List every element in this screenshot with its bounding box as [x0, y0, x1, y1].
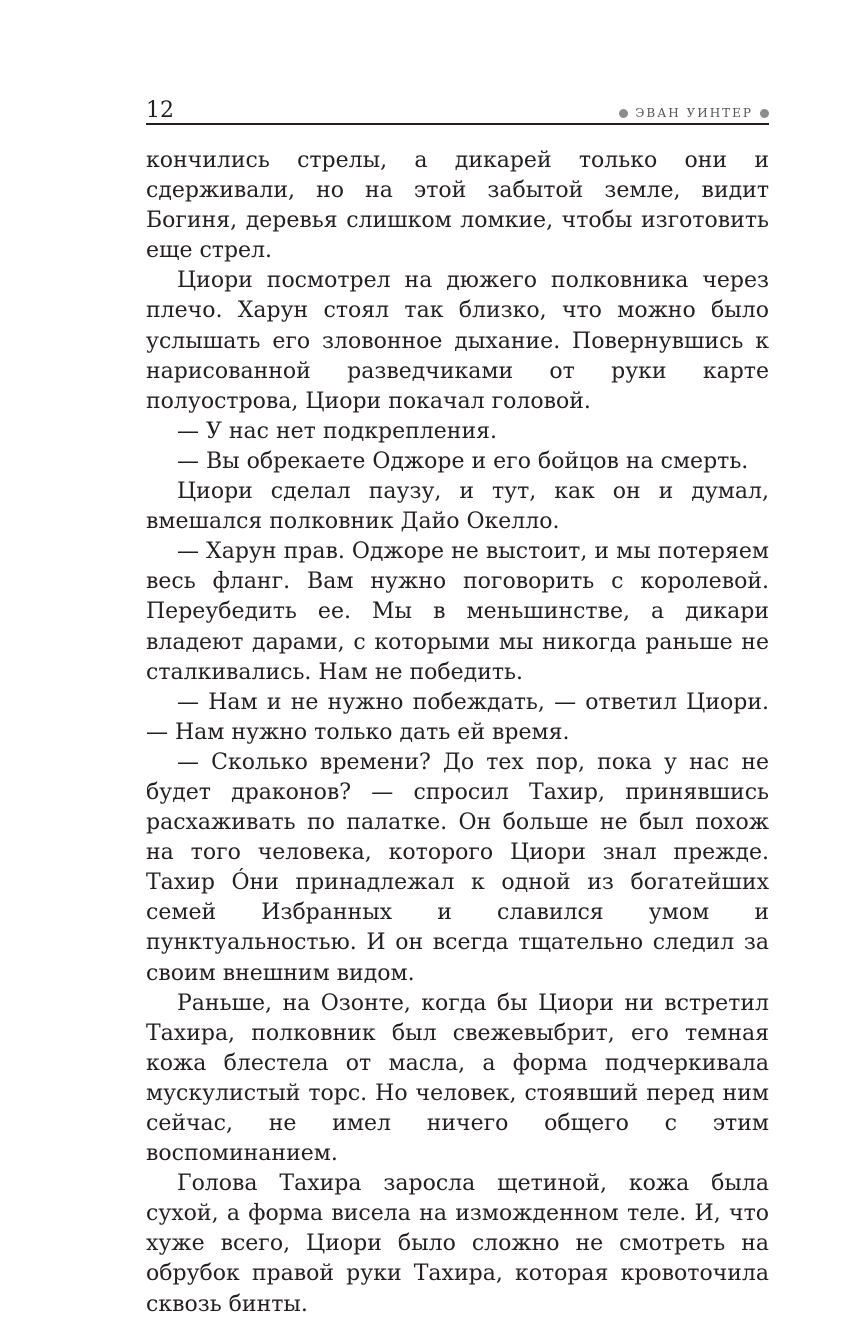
- paragraph: Циори посмотрел на дюжего полковника через плечо. Харун стоял так близко, что можно было услышать его зловонное дыхание. Повернувшись к нарисованной разведчиками от руки карте полуострова, Циори покачал головой.: [146, 268, 769, 414]
- paragraph: — Нам и не нужно побеждать, — ответил Циори. — Нам нужно только дать ей время.: [146, 689, 769, 745]
- paragraph: Циори сделал паузу, и тут, как он и думал, вмешался полковник Дайо Окелло.: [146, 479, 769, 535]
- paragraph: — У нас нет подкрепления.: [177, 418, 497, 444]
- running-head: [619, 106, 769, 122]
- header-rule: [146, 123, 769, 125]
- bullet-dot-right: [760, 109, 769, 118]
- body-text: [146, 146, 769, 1320]
- bullet-dot-left: [619, 109, 628, 118]
- paragraph: — Харун прав. Оджоре не выстоит, и мы потеряем весь фланг. Вам нужно поговорить с королевой. Переубедить ее. Мы в меньшинстве, а дикари владеют дарами, с которыми мы никогда раньше не сталкивались. Нам не победить.: [146, 539, 769, 685]
- running-head-text: ЭВАН УИНТЕР: [635, 106, 753, 120]
- paragraph: Голова Тахира заросла щетиной, кожа была сухой, а форма висела на изможденном теле. И, что хуже всего, Циори было сложно не смотреть на обрубок правой руки Тахира, которая кровоточила сквозь бинты.: [146, 1171, 769, 1317]
- paragraph: — Сколько времени? До тех пор, пока у нас не будет драконов? — спросил Тахир, принявшись расхаживать по палатке. Он больше не был похож на того человека, которого Циори знал прежде. Тахир Óни принадлежал к одной из богатейших семей Избранных и славился умом и пунктуальностью. И он всегда тщательно следил за своим внешним видом.: [146, 749, 769, 986]
- paragraph: — Вы обрекаете Оджоре и его бойцов на смерть.: [177, 448, 749, 474]
- page-header: [146, 92, 769, 122]
- paragraph: Раньше, на Озонте, когда бы Циори ни встретил Тахира, полковник был свежевыбрит, его темная кожа блестела от масла, а форма подчеркивала мускулистый торс. Но человек, стоявший перед ним сейчас, не имел ничего общего с этим воспоминанием.: [146, 990, 769, 1167]
- page-number: 12: [146, 98, 174, 123]
- paragraph: кончились стрелы, а дикарей только они и сдерживали, но на этой забытой земле, видит Богиня, деревья слишком ломкие, чтобы изготовить еще стрел.: [146, 148, 769, 264]
